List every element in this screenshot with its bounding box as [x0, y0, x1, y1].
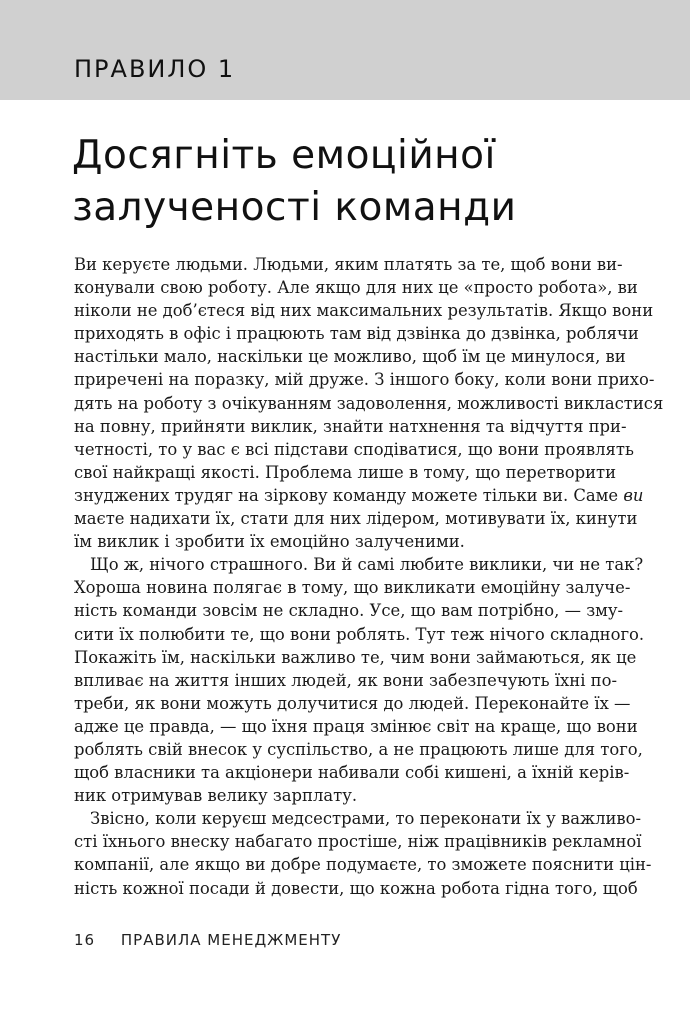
page-number: 16 [74, 931, 96, 949]
text-line: Звісно, коли керуєш медсестрами, то переконати їх у важливо- [90, 809, 642, 829]
rule-label: ПРАВИЛО 1 [74, 55, 236, 83]
text-line: їм виклик і зробити їх емоційно залученими. [74, 532, 465, 552]
page-footer [74, 931, 341, 949]
text-line: Ви керуєте людьми. Людьми, яким платять за те, щоб вони ви- [74, 255, 623, 274]
text-line: ник отримував велику зарплату. [74, 786, 358, 806]
text-line: маєте надихати їх, стати для них лідером, мотивувати їх, кинути [74, 509, 638, 529]
body-paragraph [74, 807, 652, 899]
text-line: Покажіть їм, наскільки важливо те, чим вони займаються, як це [74, 647, 637, 667]
chapter-header-band [0, 0, 690, 100]
text-line: приречені на поразку, мій друже. З іншого боку, коли вони прихо- [74, 370, 655, 390]
text-line: ніколи не доб’єтеся від них максимальних результатів. Якщо вони [74, 301, 654, 321]
text-line: на повну, прийняти виклик, знайти натхнення та відчуття при- [74, 416, 627, 436]
text-line: треби, як вони можуть долучитися до людей. Переконайте їх — [74, 693, 631, 713]
text-line: адже це правда, — що їхня праця змінює світ на краще, що вони [74, 716, 638, 736]
text-line: Хороша новина полягає в тому, що викликати емоційну залуче- [74, 578, 631, 598]
chapter-title-line: Досягніть емоційної [72, 133, 496, 178]
body-paragraph [74, 553, 645, 807]
text-line: впливає на життя інших людей, як вони забезпечують їхні по- [74, 670, 618, 690]
text-line: сті їхнього внеску набагато простіше, ніж працівників рекламної [74, 832, 642, 852]
text-line: компанії, але якщо ви добре подумаєте, то зможете пояснити цін- [74, 855, 652, 875]
text-line: Що ж, нічого страшного. Ви й самі любите виклики, чи не так? [90, 555, 644, 575]
chapter-title [72, 130, 632, 234]
text-line: дять на роботу з очікуванням задоволення, можливості викластися [74, 393, 664, 413]
body-text [74, 253, 664, 900]
running-footer-title: ПРАВИЛА МЕНЕДЖМЕНТУ [120, 931, 342, 949]
text-line: сити їх полюбити те, що вони роблять. Тут теж нічого складного. [74, 624, 645, 644]
text-line: роблять свій внесок у суспільство, а не працюють лише для того, [74, 739, 643, 759]
body-paragraph [74, 253, 664, 553]
text-line: свої найкращі якості. Проблема лише в тому, що перетворити [74, 462, 616, 482]
text-line: ність команди зовсім не складно. Усе, що вам потрібно, — зму- [74, 601, 624, 621]
text-line: щоб власники та акціонери набивали собі кишені, а їхній керів- [74, 763, 630, 783]
text-line: знуджених трудяг на зіркову команду можете тільки ви. Саме ви [74, 485, 644, 505]
text-line: конували свою роботу. Але якщо для них це «просто робота», ви [74, 278, 638, 298]
text-line: ність кожної посади й довести, що кожна робота гідна того, щоб [74, 878, 638, 898]
chapter-title-line: залученості команди [72, 185, 517, 230]
text-line: четності, то у вас є всі підстави сподіватися, що вони проявлять [74, 439, 634, 459]
text-line: приходять в офіс і працюють там від дзвінка до дзвінка, роблячи [74, 324, 639, 344]
text-line: настільки мало, наскільки це можливо, щоб їм це минулося, ви [74, 347, 626, 367]
